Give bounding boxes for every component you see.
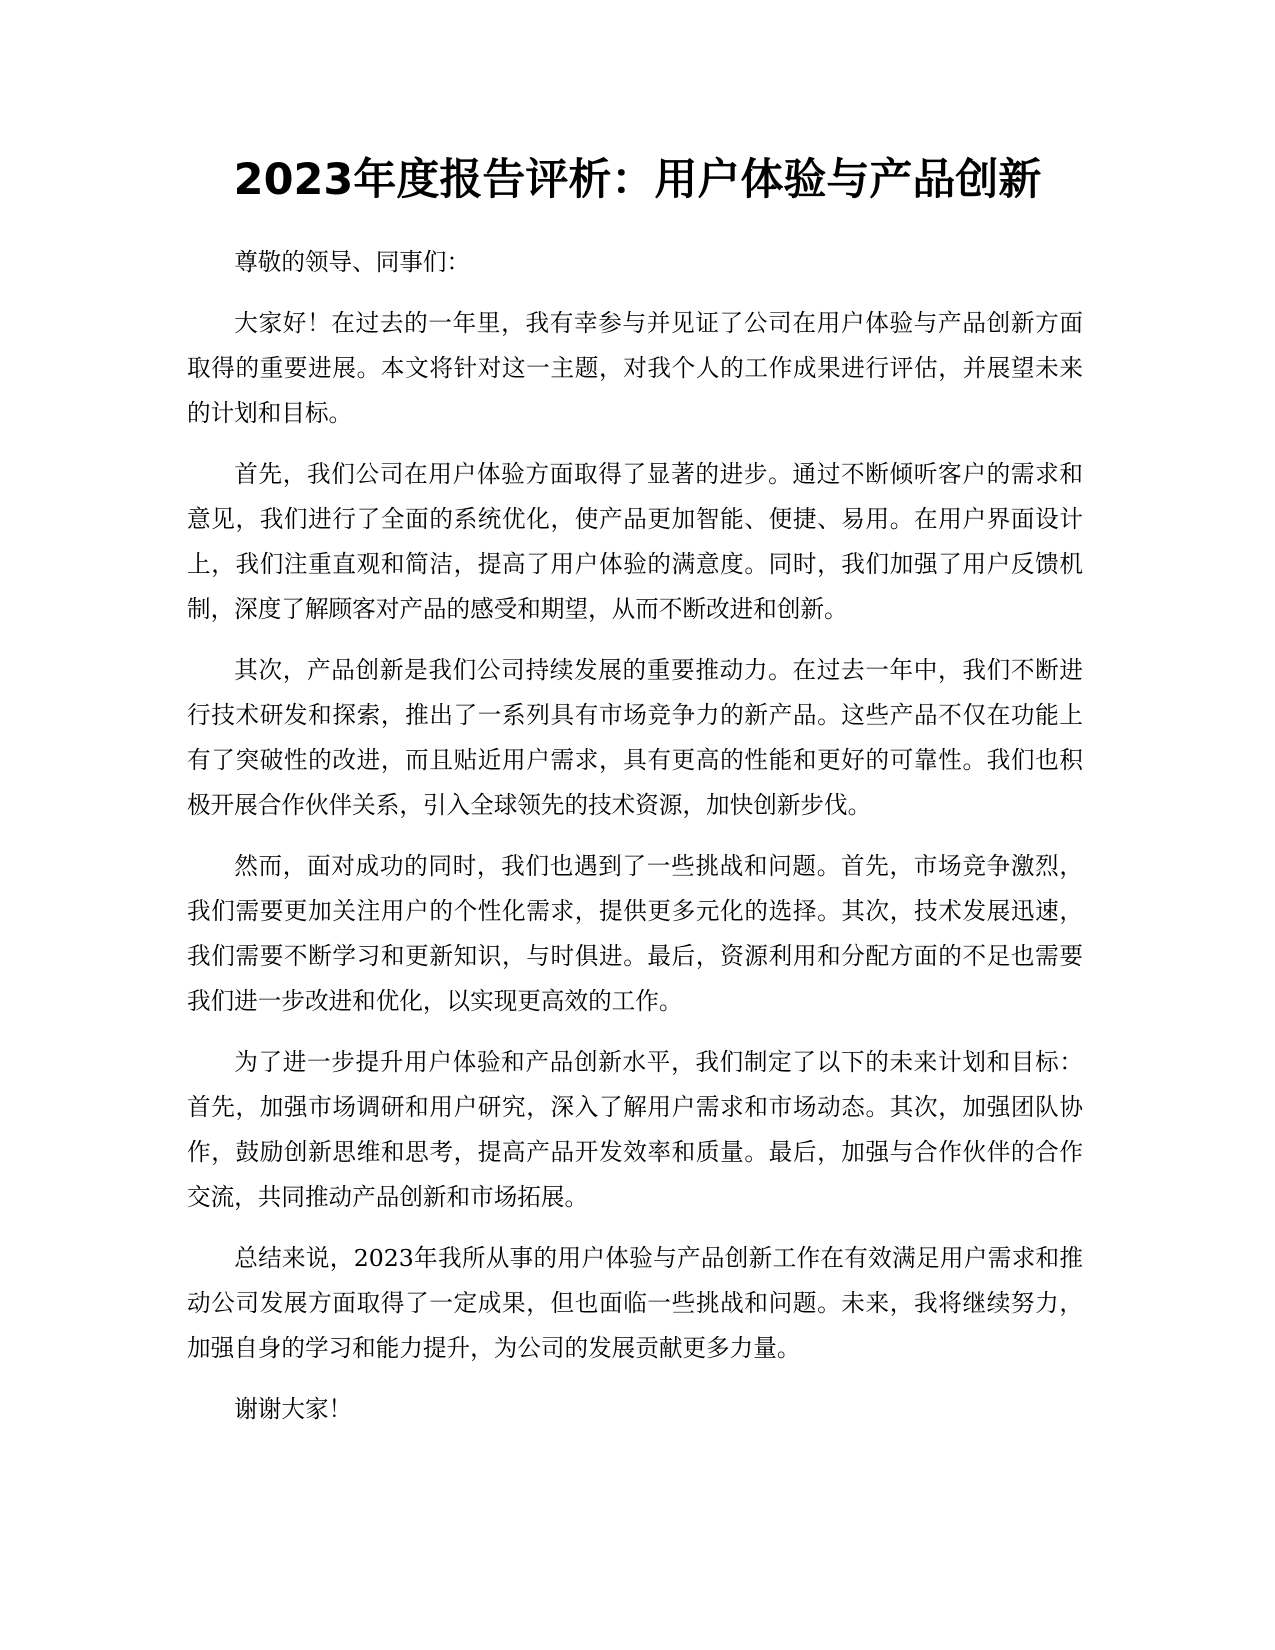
- paragraph-user-experience: 首先，我们公司在用户体验方面取得了显著的进步。通过不断倾听客户的需求和意见，我们进行了全面的系统优化，使产品更加智能、便捷、易用。在用户界面设计上，我们注重直观和简洁，提高了用户体验的满意度。同时，我们加强了用户反馈机制，深度了解顾客对产品的感受和期望，从而不断改进和创新。: [187, 460, 1083, 623]
- paragraph-product-innovation: 其次，产品创新是我们公司持续发展的重要推动力。在过去一年中，我们不断进行技术研发和探索，推出了一系列具有市场竞争力的新产品。这些产品不仅在功能上有了突破性的改进，而且贴近用户需求，具有更高的性能和更好的可靠性。我们也积极开展合作伙伴关系，引入全球领先的技术资源，加快创新步伐。: [187, 656, 1083, 819]
- document-body: [187, 240, 1083, 1448]
- paragraph-intro: 大家好！在过去的一年里，我有幸参与并见证了公司在用户体验与产品创新方面取得的重要进展。本文将针对这一主题，对我个人的工作成果进行评估，并展望未来的计划和目标。: [187, 309, 1083, 427]
- paragraph-summary: 总结来说，2023年我所从事的用户体验与产品创新工作在有效满足用户需求和推动公司发展方面取得了一定成果，但也面临一些挑战和问题。未来，我将继续努力，加强自身的学习和能力提升，为公司的发展贡献更多力量。: [187, 1244, 1083, 1362]
- paragraph-challenges: 然而，面对成功的同时，我们也遇到了一些挑战和问题。首先，市场竞争激烈，我们需要更加关注用户的个性化需求，提供更多元化的选择。其次，技术发展迅速，我们需要不断学习和更新知识，与时俱进。最后，资源利用和分配方面的不足也需要我们进一步改进和优化，以实现更高效的工作。: [187, 852, 1083, 1015]
- salutation: 尊敬的领导、同事们：: [234, 248, 471, 276]
- paragraph-future-plans: 为了进一步提升用户体验和产品创新水平，我们制定了以下的未来计划和目标：首先，加强市场调研和用户研究，深入了解用户需求和市场动态。其次，加强团队协作，鼓励创新思维和思考，提高产品开发效率和质量。最后，加强与合作伙伴的合作交流，共同推动产品创新和市场拓展。: [187, 1048, 1083, 1211]
- closing: 谢谢大家！: [234, 1395, 353, 1423]
- document-title: 2023年度报告评析：用户体验与产品创新: [233, 155, 1042, 205]
